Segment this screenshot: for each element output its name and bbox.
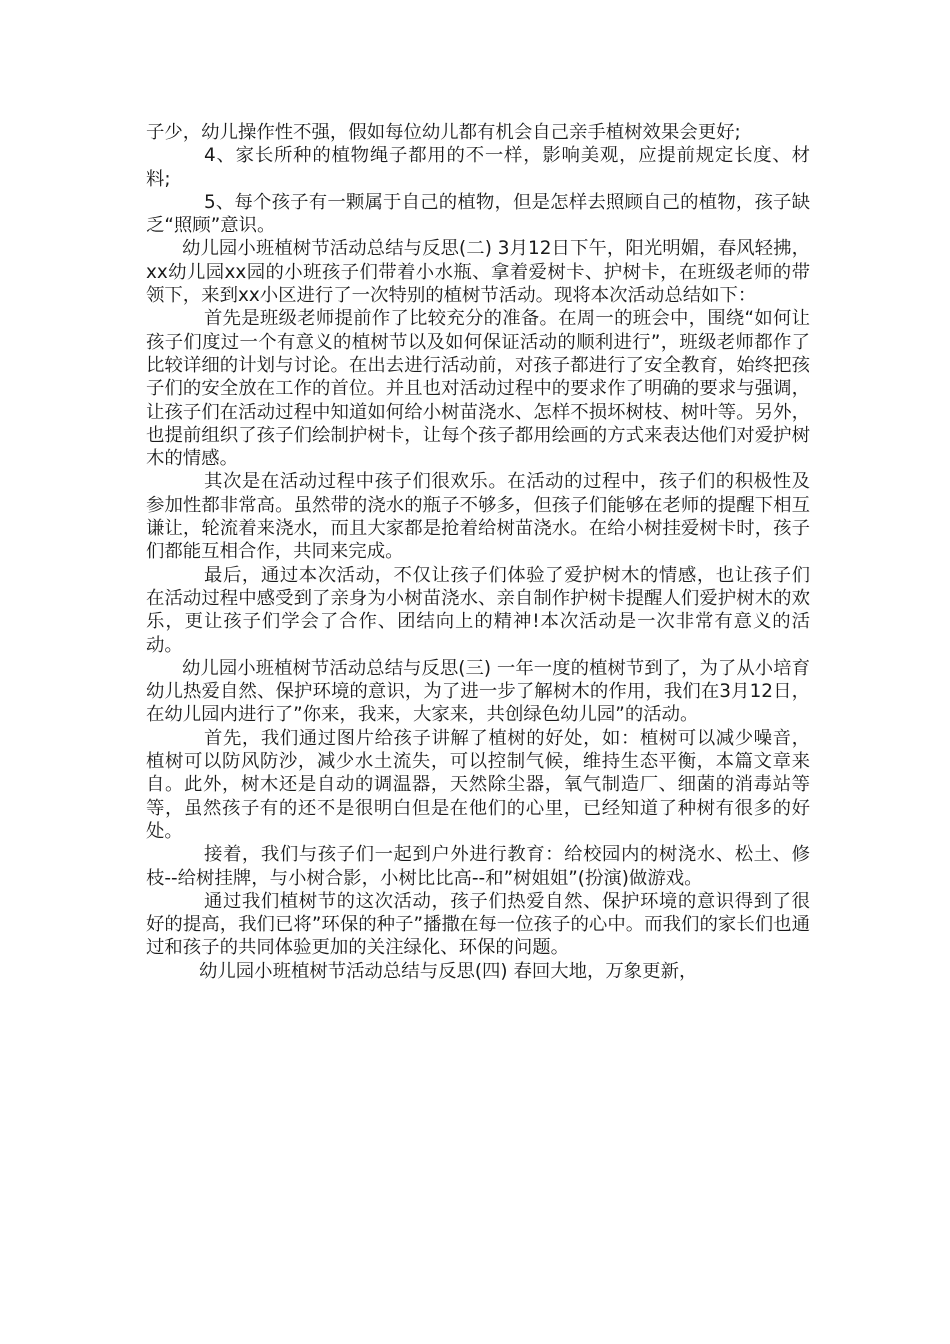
section-heading-2: 幼儿园小班植树节活动总结与反思(二) 3月12日下午，阳光明媚，春风轻拂，xx幼儿园xx园的小班孩子们带着小水瓶、拿着爱树卡、护树卡，在班级老师的带领下，来到xx小区进行了一次特别的植树节活动。现将本次活动总结如下： bbox=[146, 238, 810, 307]
paragraph-9: 首先，我们通过图片给孩子讲解了植树的好处，如：植树可以减少噪音，植树可以防风防沙，减少水土流失，可以控制气候，维持生态平衡，本篇文章来自。此外，树木还是自动的调温器，天然除尘器，氧气制造厂、细菌的消毒站等等，虽然孩子有的还不是很明白但是在他们的心里，已经知道了种树有很多的好处。 bbox=[146, 727, 810, 842]
paragraph-7: 最后，通过本次活动，不仅让孩子们体验了爱护树木的情感，也让孩子们在活动过程中感受到了亲身为小树苗浇水、亲自制作护树卡提醒人们爱护树木的欢乐，更让孩子们学会了合作、团结向上的精神!本次活动是一次非常有意义的活动。 bbox=[146, 564, 810, 656]
paragraph-1: 子少，幼儿操作性不强，假如每位幼儿都有机会自己亲手植树效果会更好; bbox=[146, 122, 741, 143]
paragraph-11: 通过我们植树节的这次活动，孩子们热爱自然、保护环境的意识得到了很好的提高，我们已将”环保的种子”播撒在每一位孩子的心中。而我们的家长们也通过和孩子的共同体验更加的关注绿化、环保的问题。 bbox=[146, 890, 810, 959]
section-heading-4: 幼儿园小班植树节活动总结与反思(四) 春回大地，万象更新， bbox=[199, 960, 698, 982]
paragraph-2: 4、家长所种的植物绳子都用的不一样，影响美观，应提前规定长度、材料; bbox=[146, 145, 810, 190]
paragraph-5: 首先是班级老师提前作了比较充分的准备。在周一的班会中，围绕“如何让孩子们度过一个有意义的植树节以及如何保证活动的顺利进行”，班级老师都作了比较详细的计划与讨论。在出去进行活动前，对孩子都进行了安全教育，始终把孩子们的安全放在工作的首位。并且也对活动过程中的要求作了明确的要求与强调，让孩子们在活动过程中知道如何给小树苗浇水、怎样不损坏树枝、树叶等。另外，也提前组织了孩子们绘制护树卡，让每个孩子都用绘画的方式来表达他们对爱护树木的情感。 bbox=[146, 308, 810, 470]
document-body bbox=[146, 121, 810, 983]
paragraph-6: 其次是在活动过程中孩子们很欢乐。在活动的过程中，孩子们的积极性及参加性都非常高。虽然带的浇水的瓶子不够多，但孩子们能够在老师的提醒下相互谦让，轮流着来浇水，而且大家都是抢着给树苗浇水。在给小树挂爱树卡时，孩子们都能互相合作，共同来完成。 bbox=[146, 471, 810, 563]
paragraph-10: 接着，我们与孩子们一起到户外进行教育：给校园内的树浇水、松土、修枝--给树挂牌，与小树合影，小树比比高--和”树姐姐”(扮演)做游戏。 bbox=[146, 844, 810, 889]
paragraph-3: 5、每个孩子有一颗属于自己的植物，但是怎样去照顾自己的植物，孩子缺乏“照顾”意识。 bbox=[146, 191, 810, 237]
section-heading-3: 幼儿园小班植树节活动总结与反思(三) 一年一度的植树节到了，为了从小培育幼儿热爱自然、保护环境的意识，为了进一步了解树木的作用，我们在3月12日，在幼儿园内进行了”你来，我来，大家来，共创绿色幼儿园”的活动。 bbox=[146, 657, 810, 726]
